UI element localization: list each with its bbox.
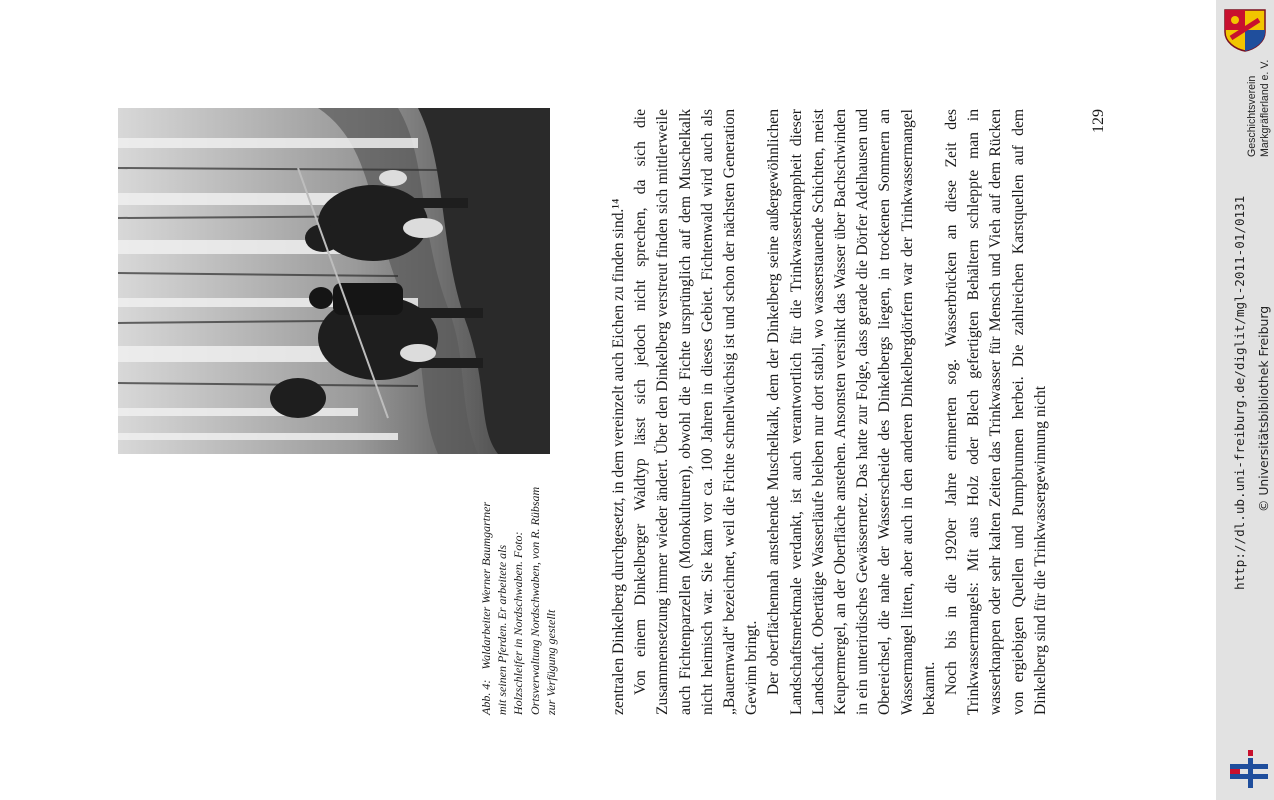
paragraph: zentralen Dinkelberg durchgesetzt, in dem vereinzelt auch Eichen zu finden sind.¹⁴	[610, 198, 627, 715]
coat-of-arms-icon	[1223, 8, 1267, 52]
paragraph: Von einem Dinkelberger Waldtyp lässt sich jedoch nicht sprechen, da sich die Zusammensetzung immer wieder ändert. Über den Dinkelberg verstreut finden sich mittlerweile auch Fichtenparzellen (Monokulturen), obwohl die Fichte ursprünglich auf dem Muschelkalk nicht heimisch war. Sie kam vor ca. 100 Jahren in dieses Gebiet. Fichtenwald wird auch als „Bauernwald“ bezeichnet, weil die Fichte schnellwüchsig ist und schon der nächsten Generation Gewinn bringt.	[632, 109, 761, 715]
society-name-line1: Geschichtsverein	[1246, 75, 1258, 157]
document-url-link[interactable]: http://dl.ub.uni-freiburg.de/diglit/mgl-2011-01/0131	[1232, 195, 1247, 590]
photo-woodworker-with-horses	[118, 108, 550, 454]
university-library-logo-icon	[1228, 748, 1270, 790]
figure-caption	[478, 485, 559, 715]
society-name-line2: Markgräflerland e. V.	[1259, 59, 1271, 157]
body-text	[608, 109, 1052, 715]
paragraph: Noch bis in die 1920er Jahre erinnerten sog. Wasserbrücken an diese Zeit des Trinkwassermangels: Mit aus Holz oder Blech gefertigten Behältern schleppte man in wasserknappen oder sehr kalten Zeiten das Trinkwasser für Mensch und Vieh auf dem Rücken von ergiebigen Quellen und Pumpbrunnen herbei. Die zahlreichen Karstquellen auf dem Dinkelberg sind für die Trinkwassergewinnung nicht	[943, 109, 1049, 715]
paragraph: Der oberflächennah anstehende Muschelkalk, dem der Dinkelberg seine außergewöhnlichen Landschaftsmerkmale verdankt, ist auch verantwortlich für die Trinkwasserknappheit dieser Landschaft. Obertätige Wasserläufe bleiben nur dort stabil, wo wasserstauende Schichten, meist Keupermergel, an der Oberfläche anstehen. Ansonsten versinkt das Wasser über Bachschwinden in ein unterirdisches Gewässernetz. Das hatte zur Folge, dass gerade die Dörfer Adelhausen und Obereichsel, die nahe der Wasserscheide des Dinkelbergs liegen, in trockenen Sommern an Wassermangel litten, aber auch in den anderen Dinkelbergdörfern war der Trinkwassermangel bekannt.	[765, 109, 938, 715]
photo-image	[118, 108, 550, 454]
caption-text: Waldarbeiter Werner Baumgartner mit seinen Pferden. Er arbeitete als Holzschleifer in Nordschwaben. Foto: Ortsverwaltung Nordschwaben, von R. Rübsam zur Verfügung gestellt	[479, 486, 558, 715]
copyright-notice: © Universitätsbibliothek Freiburg	[1256, 305, 1271, 512]
page-number: 129	[1090, 109, 1107, 133]
caption-label: Abb. 4:	[479, 679, 493, 715]
